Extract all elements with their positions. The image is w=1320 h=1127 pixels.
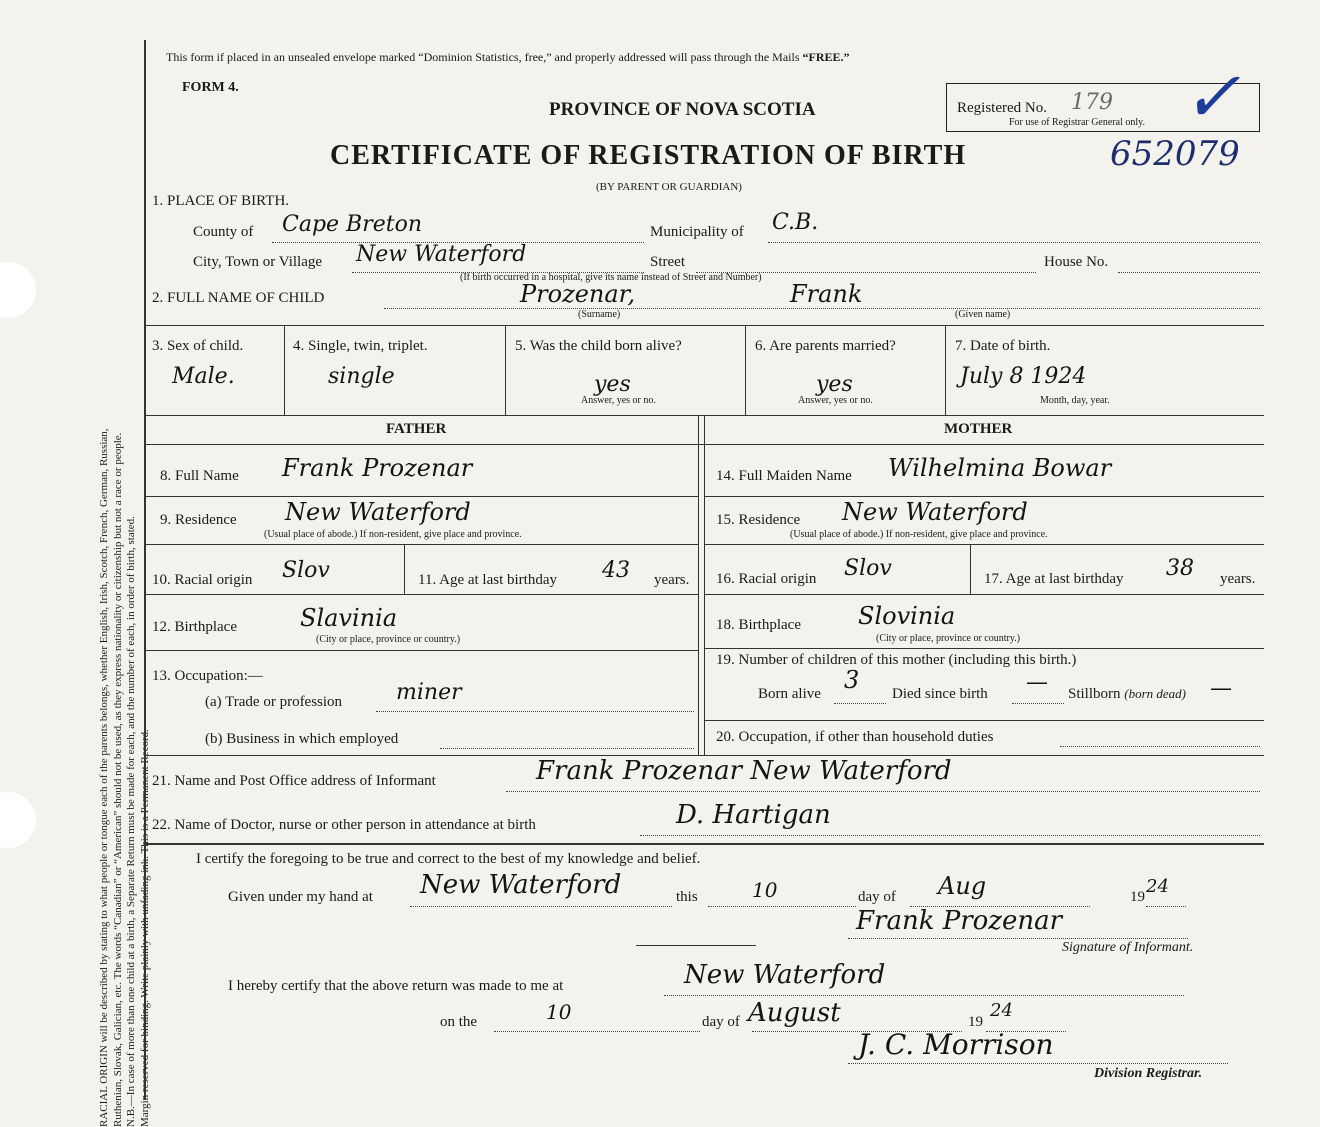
- alive-label: 5. Was the child born alive?: [515, 338, 682, 354]
- father-name-value: Frank Prozenar: [282, 454, 473, 482]
- mother-heading: MOTHER: [944, 421, 1013, 437]
- given-caption: (Given name): [955, 309, 1011, 320]
- year-prefix: 19: [1130, 889, 1145, 905]
- rule-certification-top: [144, 843, 1264, 845]
- informant-label: 21. Name and Post Office address of Informant: [152, 773, 436, 789]
- this-value: 10: [752, 878, 778, 902]
- registrar-day-value: 10: [546, 1000, 572, 1024]
- registrar-year-prefix: 19: [968, 1014, 983, 1030]
- doctor-value: D. Hartigan: [676, 800, 831, 830]
- alive-value: yes: [594, 372, 631, 397]
- on-the-line: [494, 1031, 700, 1032]
- stillborn-label: [1068, 686, 1186, 703]
- mother-name-label: 14. Full Maiden Name: [716, 468, 852, 484]
- divider-6-7: [945, 325, 946, 415]
- punch-hole-top: [0, 262, 36, 318]
- form-left-border: [144, 40, 146, 1100]
- informant-signature-line: [848, 938, 1188, 939]
- died-value: —: [1026, 670, 1048, 695]
- this-label: this: [676, 889, 698, 905]
- surname-caption: (Surname): [578, 309, 621, 320]
- informant-line: [506, 791, 1260, 792]
- mother-occupation-line: [1060, 746, 1260, 747]
- child-name-line: [384, 308, 1260, 309]
- rule-father-9: [144, 544, 698, 545]
- certify-statement: I certify the foregoing to be true and correct to the best of my knowledge and belief.: [196, 851, 701, 867]
- died-line: [1012, 703, 1064, 704]
- father-racial-value: Slov: [282, 558, 330, 583]
- father-residence-value: New Waterford: [285, 498, 471, 526]
- mother-age-value: 38: [1166, 556, 1194, 581]
- mother-name-value: Wilhelmina Bowar: [888, 454, 1112, 482]
- born-alive-value: 3: [844, 666, 860, 694]
- twin-value: single: [328, 364, 395, 389]
- form-number: FORM 4.: [182, 80, 239, 95]
- doctor-label: 22. Name of Doctor, nurse or other person in attendance at birth: [152, 817, 536, 833]
- given-place-value: New Waterford: [420, 870, 622, 900]
- certificate-title: CERTIFICATE OF REGISTRATION OF BIRTH: [330, 140, 967, 171]
- margin-line-3: N.B.—In case of more than one child at a birth, a Separate Return must be made for each, and the number of each, in order of birth, stated.: [125, 516, 137, 1127]
- business-line: [440, 748, 694, 749]
- divider-5-6: [745, 325, 746, 415]
- mother-birthplace-caption: (City or place, province or country.): [876, 633, 1021, 644]
- certificate-subtitle: (BY PARENT OR GUARDIAN): [596, 181, 742, 193]
- hospital-note: (If birth occurred in a hospital, give its name instead of Street and Number): [460, 272, 762, 283]
- rule-details-top: [144, 325, 1264, 326]
- registered-no-label: Registered No.: [957, 100, 1047, 116]
- father-age-value: 43: [602, 558, 630, 583]
- province-heading: PROVINCE OF NOVA SCOTIA: [549, 99, 816, 120]
- divider-10-11: [404, 544, 405, 594]
- father-mother-divider-a: [698, 415, 699, 755]
- mail-notice-text: This form if placed in an unsealed envelope marked “Dominion Statistics, free,” and properly addressed will pass through the Mails: [166, 50, 803, 64]
- divider-4-5: [505, 325, 506, 415]
- year-value: 24: [1146, 876, 1169, 897]
- father-birthplace-value: Slavinia: [300, 604, 398, 632]
- sex-value: Male.: [172, 364, 235, 389]
- father-mother-divider-b: [704, 415, 705, 755]
- child-given-value: Frank: [790, 280, 863, 308]
- stillborn-value: —: [1210, 676, 1232, 701]
- child-surname-value: Prozenar,: [520, 280, 636, 308]
- registrar-signature: J. C. Morrison: [858, 1028, 1054, 1061]
- place-of-birth-heading: 1. PLACE OF BIRTH.: [152, 193, 290, 209]
- twin-label: 4. Single, twin, triplet.: [293, 338, 428, 354]
- city-label: City, Town or Village: [193, 254, 323, 270]
- street-label: Street: [650, 254, 685, 270]
- father-residence-caption: [264, 529, 522, 540]
- alive-caption: Answer, yes or no.: [581, 395, 656, 406]
- rule-father-12: [144, 650, 698, 651]
- doctor-line: [640, 835, 1260, 836]
- city-value: New Waterford: [356, 242, 527, 267]
- registrar-year-value: 24: [990, 1000, 1013, 1021]
- stamp-number: 652079: [1110, 134, 1240, 174]
- child-name-label: 2. FULL NAME OF CHILD: [152, 290, 325, 306]
- rule-mother-14: [704, 496, 1264, 497]
- margin-line-2: Ruthenian, Slovak, Galician, etc. The words “Canadian” or “American” should not be used, as they express nationality or citizenship but not a race or people.: [111, 432, 124, 1127]
- trade-line: [376, 711, 694, 712]
- registrar-use-note: For use of Registrar General only.: [1009, 117, 1145, 128]
- informant-signature-caption: Signature of Informant.: [1062, 940, 1194, 955]
- registrar-caption: Division Registrar.: [1094, 1066, 1203, 1081]
- mother-residence-caption: [790, 529, 1048, 540]
- date-label: 7. Date of birth.: [955, 338, 1051, 354]
- father-occupation-label: 13. Occupation:—: [152, 668, 263, 684]
- married-value: yes: [816, 372, 853, 397]
- date-value: July 8 1924: [960, 364, 1087, 389]
- father-trade-label: (a) Trade or profession: [205, 694, 343, 710]
- mother-age-label: 17. Age at last birthday: [984, 571, 1124, 587]
- informant-signature: Frank Prozenar: [856, 906, 1063, 936]
- rule-heading: [144, 444, 1264, 445]
- punch-hole-bottom: [0, 792, 36, 848]
- registered-no-value: 179: [1071, 90, 1113, 115]
- check-mark: ✓: [1182, 56, 1241, 138]
- mother-birthplace-label: 18. Birthplace: [716, 617, 801, 633]
- margin-line-4: Margin reserved for binding. Write plainly with unfading ink. This is a Permanent Record.: [138, 729, 151, 1127]
- municipality-line: [768, 242, 1260, 243]
- this-line: [708, 906, 856, 907]
- rule-father-10: [144, 594, 698, 595]
- registrar-place-line: [664, 995, 1184, 996]
- mail-notice-free: “FREE.”: [802, 50, 850, 64]
- registrar-statement: I hereby certify that the above return was made to me at: [228, 978, 564, 994]
- father-heading: FATHER: [386, 421, 447, 437]
- mother-birthplace-value: Slovinia: [858, 602, 956, 630]
- on-the-label: on the: [440, 1014, 478, 1030]
- rule-mother-18: [704, 648, 1264, 649]
- stillborn-text: Stillborn: [1068, 686, 1121, 702]
- certification-divider: [636, 945, 756, 946]
- month-value: Aug: [938, 872, 987, 900]
- rule-mother-15: [704, 544, 1264, 545]
- divider-16-17: [970, 544, 971, 594]
- mail-notice: [166, 50, 850, 65]
- father-trade-value: miner: [396, 680, 462, 705]
- mother-abode-caption: (Usual place of abode.): [790, 529, 884, 540]
- father-birthplace-label: 12. Birthplace: [152, 619, 237, 635]
- registrar-signature-line: [848, 1063, 1228, 1064]
- county-label: County of: [193, 224, 254, 240]
- father-racial-label: 10. Racial origin: [152, 572, 253, 588]
- married-label: 6. Are parents married?: [755, 338, 896, 354]
- registrar-day-of-label: day of: [702, 1014, 740, 1030]
- mother-children-label: 19. Number of children of this mother (including this birth.): [716, 652, 1077, 668]
- informant-value: Frank Prozenar New Waterford: [536, 756, 952, 786]
- father-age-unit: years.: [654, 572, 690, 588]
- father-abode-caption: (Usual place of abode.): [264, 529, 358, 540]
- mother-age-unit: years.: [1220, 571, 1256, 587]
- mother-residence-label: 15. Residence: [716, 512, 801, 528]
- father-age-label: 11. Age at last birthday: [418, 572, 557, 588]
- stillborn-note: (born dead): [1124, 686, 1187, 701]
- rule-mother-16: [704, 594, 1264, 595]
- divider-3-4: [284, 325, 285, 415]
- died-label: Died since birth: [892, 686, 988, 702]
- mother-nonresident-caption: If non-resident, give place and province.: [885, 529, 1048, 540]
- registrar-place-value: New Waterford: [684, 960, 886, 990]
- date-caption: Month, day, year.: [1040, 395, 1110, 406]
- father-name-label: 8. Full Name: [160, 468, 239, 484]
- father-residence-label: 9. Residence: [160, 512, 237, 528]
- given-place-line: [410, 906, 672, 907]
- father-nonresident-caption: If non-resident, give place and province.: [359, 529, 522, 540]
- margin-line-1: RACIAL ORIGIN will be described by stating to what people or tongue each of the parents belongs, whether English, Irish, Scotch, French, German, Russian,: [98, 428, 110, 1127]
- born-alive-line: [834, 703, 886, 704]
- day-of-label: day of: [858, 889, 896, 905]
- county-value: Cape Breton: [282, 212, 423, 237]
- mother-racial-label: 16. Racial origin: [716, 571, 817, 587]
- sex-label: 3. Sex of child.: [152, 338, 244, 354]
- born-alive-label: Born alive: [758, 686, 821, 702]
- rule-father-8: [144, 496, 698, 497]
- mother-residence-value: New Waterford: [842, 498, 1028, 526]
- father-birthplace-caption: (City or place, province or country.): [316, 634, 461, 645]
- year-line: [1146, 906, 1186, 907]
- mother-racial-value: Slov: [844, 556, 892, 581]
- rule-mother-19: [704, 720, 1264, 721]
- house-line: [1118, 272, 1260, 273]
- father-business-label: (b) Business in which employed: [205, 731, 399, 747]
- municipality-value: C.B.: [772, 210, 819, 235]
- municipality-label: Municipality of: [650, 224, 744, 240]
- mother-occupation-label: 20. Occupation, if other than household duties: [716, 729, 994, 745]
- married-caption: Answer, yes or no.: [798, 395, 873, 406]
- house-no-label: House No.: [1044, 254, 1109, 270]
- given-label: Given under my hand at: [228, 889, 373, 905]
- registrar-month-value: August: [748, 998, 841, 1028]
